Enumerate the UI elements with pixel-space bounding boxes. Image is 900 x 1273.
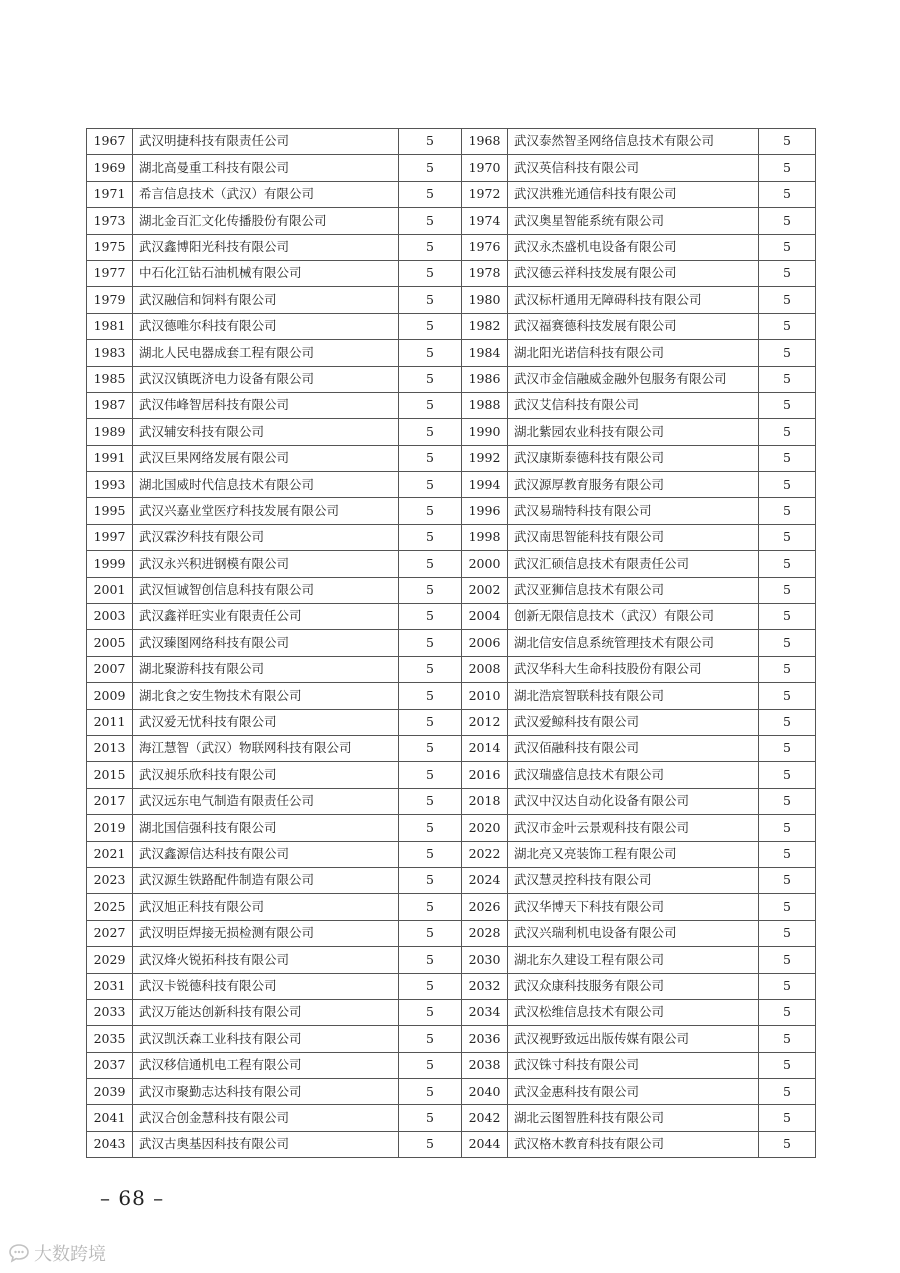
left-score-cell: 5 — [399, 709, 462, 735]
right-score-cell: 5 — [759, 999, 816, 1025]
left-number-cell: 1997 — [87, 524, 133, 550]
left-company-name-cell: 武汉汉镇既济电力设备有限公司 — [133, 366, 399, 392]
left-company-name-cell: 武汉爱无忧科技有限公司 — [133, 709, 399, 735]
right-score-cell: 5 — [759, 155, 816, 181]
right-score-cell: 5 — [759, 1079, 816, 1105]
left-number-cell: 1999 — [87, 551, 133, 577]
left-company-name-cell: 湖北人民电器成套工程有限公司 — [133, 340, 399, 366]
left-company-name-cell: 湖北食之安生物技术有限公司 — [133, 683, 399, 709]
right-company-name-cell: 湖北紫园农业科技有限公司 — [508, 419, 759, 445]
left-score-cell: 5 — [399, 551, 462, 577]
right-number-cell: 1996 — [462, 498, 508, 524]
left-company-name-cell: 湖北高曼重工科技有限公司 — [133, 155, 399, 181]
right-number-cell: 2038 — [462, 1052, 508, 1078]
left-company-name-cell: 武汉古奥基因科技有限公司 — [133, 1131, 399, 1157]
right-number-cell: 2010 — [462, 683, 508, 709]
left-score-cell: 5 — [399, 841, 462, 867]
left-number-cell: 1987 — [87, 392, 133, 418]
right-score-cell: 5 — [759, 1026, 816, 1052]
right-score-cell: 5 — [759, 498, 816, 524]
left-number-cell: 2017 — [87, 788, 133, 814]
left-company-name-cell: 武汉昶乐欣科技有限公司 — [133, 762, 399, 788]
right-company-name-cell: 武汉铢寸科技有限公司 — [508, 1052, 759, 1078]
left-company-name-cell: 武汉德唯尔科技有限公司 — [133, 313, 399, 339]
right-number-cell: 2034 — [462, 999, 508, 1025]
right-score-cell: 5 — [759, 208, 816, 234]
left-number-cell: 2013 — [87, 735, 133, 761]
right-number-cell: 1974 — [462, 208, 508, 234]
right-score-cell: 5 — [759, 709, 816, 735]
left-company-name-cell: 武汉明捷科技有限责任公司 — [133, 129, 399, 155]
table-row — [87, 392, 816, 418]
table-row — [87, 973, 816, 999]
left-number-cell: 1981 — [87, 313, 133, 339]
table-row — [87, 604, 816, 630]
left-score-cell: 5 — [399, 1131, 462, 1157]
left-number-cell: 2031 — [87, 973, 133, 999]
right-number-cell: 2030 — [462, 947, 508, 973]
table-row — [87, 815, 816, 841]
right-number-cell: 2012 — [462, 709, 508, 735]
right-company-name-cell: 武汉松维信息技术有限公司 — [508, 999, 759, 1025]
right-number-cell: 2024 — [462, 867, 508, 893]
right-company-name-cell: 湖北东久建设工程有限公司 — [508, 947, 759, 973]
right-company-name-cell: 武汉中汉达自动化设备有限公司 — [508, 788, 759, 814]
right-score-cell: 5 — [759, 313, 816, 339]
left-score-cell: 5 — [399, 947, 462, 973]
right-number-cell: 2004 — [462, 604, 508, 630]
left-number-cell: 1983 — [87, 340, 133, 366]
right-number-cell: 2026 — [462, 894, 508, 920]
right-number-cell: 1972 — [462, 181, 508, 207]
table-row — [87, 656, 816, 682]
table-body — [87, 129, 816, 1158]
right-number-cell: 1988 — [462, 392, 508, 418]
right-number-cell: 2000 — [462, 551, 508, 577]
left-score-cell: 5 — [399, 472, 462, 498]
left-score-cell: 5 — [399, 735, 462, 761]
right-company-name-cell: 武汉瑞盛信息技术有限公司 — [508, 762, 759, 788]
table-row — [87, 155, 816, 181]
right-number-cell: 1986 — [462, 366, 508, 392]
left-number-cell: 1975 — [87, 234, 133, 260]
right-score-cell: 5 — [759, 551, 816, 577]
right-score-cell: 5 — [759, 973, 816, 999]
right-score-cell: 5 — [759, 1131, 816, 1157]
left-number-cell: 1985 — [87, 366, 133, 392]
company-list-table — [86, 128, 816, 1158]
left-score-cell: 5 — [399, 920, 462, 946]
right-company-name-cell: 武汉兴瑞利机电设备有限公司 — [508, 920, 759, 946]
right-score-cell: 5 — [759, 762, 816, 788]
left-score-cell: 5 — [399, 129, 462, 155]
right-company-name-cell: 武汉视野致远出版传媒有限公司 — [508, 1026, 759, 1052]
left-company-name-cell: 湖北金百汇文化传播股份有限公司 — [133, 208, 399, 234]
left-number-cell: 2005 — [87, 630, 133, 656]
left-score-cell: 5 — [399, 366, 462, 392]
right-company-name-cell: 武汉源厚教育服务有限公司 — [508, 472, 759, 498]
left-company-name-cell: 希言信息技术（武汉）有限公司 — [133, 181, 399, 207]
table-row — [87, 1052, 816, 1078]
right-score-cell: 5 — [759, 445, 816, 471]
right-company-name-cell: 武汉市金信融威金融外包服务有限公司 — [508, 366, 759, 392]
left-number-cell: 2023 — [87, 867, 133, 893]
table-row — [87, 260, 816, 286]
right-company-name-cell: 武汉艾信科技有限公司 — [508, 392, 759, 418]
right-company-name-cell: 武汉格木教育科技有限公司 — [508, 1131, 759, 1157]
right-company-name-cell: 武汉永杰盛机电设备有限公司 — [508, 234, 759, 260]
left-score-cell: 5 — [399, 999, 462, 1025]
left-score-cell: 5 — [399, 445, 462, 471]
right-score-cell: 5 — [759, 524, 816, 550]
left-number-cell: 2039 — [87, 1079, 133, 1105]
left-number-cell: 2029 — [87, 947, 133, 973]
left-score-cell: 5 — [399, 1026, 462, 1052]
right-company-name-cell: 武汉华博天下科技有限公司 — [508, 894, 759, 920]
left-score-cell: 5 — [399, 287, 462, 313]
left-number-cell: 2025 — [87, 894, 133, 920]
right-number-cell: 1970 — [462, 155, 508, 181]
right-company-name-cell: 武汉泰然智圣网络信息技术有限公司 — [508, 129, 759, 155]
right-score-cell: 5 — [759, 735, 816, 761]
left-company-name-cell: 海江慧智（武汉）物联网科技有限公司 — [133, 735, 399, 761]
left-score-cell: 5 — [399, 1079, 462, 1105]
right-score-cell: 5 — [759, 366, 816, 392]
left-company-name-cell: 武汉烽火锐拓科技有限公司 — [133, 947, 399, 973]
left-number-cell: 2021 — [87, 841, 133, 867]
left-company-name-cell: 武汉万能达创新科技有限公司 — [133, 999, 399, 1025]
right-number-cell: 2018 — [462, 788, 508, 814]
left-score-cell: 5 — [399, 762, 462, 788]
left-company-name-cell: 武汉移信通机电工程有限公司 — [133, 1052, 399, 1078]
right-score-cell: 5 — [759, 234, 816, 260]
right-score-cell: 5 — [759, 1105, 816, 1131]
right-company-name-cell: 武汉福赛德科技发展有限公司 — [508, 313, 759, 339]
left-number-cell: 2041 — [87, 1105, 133, 1131]
left-score-cell: 5 — [399, 867, 462, 893]
chat-bubble-icon — [8, 1243, 30, 1263]
table-row — [87, 181, 816, 207]
left-company-name-cell: 武汉合创金慧科技有限公司 — [133, 1105, 399, 1131]
right-score-cell: 5 — [759, 894, 816, 920]
table-row — [87, 551, 816, 577]
right-company-name-cell: 湖北亮又亮装饰工程有限公司 — [508, 841, 759, 867]
left-number-cell: 2003 — [87, 604, 133, 630]
right-number-cell: 2002 — [462, 577, 508, 603]
table-row — [87, 366, 816, 392]
table-row — [87, 630, 816, 656]
left-company-name-cell: 武汉霖汐科技有限公司 — [133, 524, 399, 550]
right-number-cell: 1994 — [462, 472, 508, 498]
right-score-cell: 5 — [759, 656, 816, 682]
left-company-name-cell: 武汉鑫祥旺实业有限责任公司 — [133, 604, 399, 630]
left-number-cell: 2011 — [87, 709, 133, 735]
right-number-cell: 1978 — [462, 260, 508, 286]
right-company-name-cell: 湖北浩宸智联科技有限公司 — [508, 683, 759, 709]
right-company-name-cell: 武汉爱鲸科技有限公司 — [508, 709, 759, 735]
left-number-cell: 1991 — [87, 445, 133, 471]
table-row — [87, 419, 816, 445]
right-company-name-cell: 创新无限信息技术（武汉）有限公司 — [508, 604, 759, 630]
right-company-name-cell: 湖北云图智胜科技有限公司 — [508, 1105, 759, 1131]
right-score-cell: 5 — [759, 604, 816, 630]
left-company-name-cell: 武汉明臣焊接无损检测有限公司 — [133, 920, 399, 946]
table-row — [87, 287, 816, 313]
left-number-cell: 2009 — [87, 683, 133, 709]
left-score-cell: 5 — [399, 498, 462, 524]
left-score-cell: 5 — [399, 313, 462, 339]
table-row — [87, 1105, 816, 1131]
left-number-cell: 2043 — [87, 1131, 133, 1157]
table-row — [87, 920, 816, 946]
right-company-name-cell: 武汉市金叶云景观科技有限公司 — [508, 815, 759, 841]
right-number-cell: 1980 — [462, 287, 508, 313]
left-company-name-cell: 武汉兴嘉业堂医疗科技发展有限公司 — [133, 498, 399, 524]
right-score-cell: 5 — [759, 340, 816, 366]
left-company-name-cell: 武汉巨果网络发展有限公司 — [133, 445, 399, 471]
right-number-cell: 1984 — [462, 340, 508, 366]
right-number-cell: 1998 — [462, 524, 508, 550]
right-company-name-cell: 武汉亚狮信息技术有限公司 — [508, 577, 759, 603]
right-number-cell: 1968 — [462, 129, 508, 155]
right-company-name-cell: 武汉洪雅光通信科技有限公司 — [508, 181, 759, 207]
left-score-cell: 5 — [399, 894, 462, 920]
watermark — [8, 1240, 106, 1266]
table-row — [87, 788, 816, 814]
left-company-name-cell: 武汉市聚勤志达科技有限公司 — [133, 1079, 399, 1105]
table-row — [87, 524, 816, 550]
right-number-cell: 2044 — [462, 1131, 508, 1157]
table-row — [87, 1079, 816, 1105]
right-number-cell: 2022 — [462, 841, 508, 867]
left-company-name-cell: 湖北聚游科技有限公司 — [133, 656, 399, 682]
right-number-cell: 2016 — [462, 762, 508, 788]
right-company-name-cell: 湖北信安信息系统管理技术有限公司 — [508, 630, 759, 656]
right-score-cell: 5 — [759, 260, 816, 286]
right-number-cell: 2042 — [462, 1105, 508, 1131]
left-number-cell: 1967 — [87, 129, 133, 155]
table-row — [87, 208, 816, 234]
right-score-cell: 5 — [759, 1052, 816, 1078]
right-number-cell: 2020 — [462, 815, 508, 841]
left-company-name-cell: 武汉恒诚智创信息科技有限公司 — [133, 577, 399, 603]
right-score-cell: 5 — [759, 287, 816, 313]
table-row — [87, 841, 816, 867]
table-row — [87, 999, 816, 1025]
right-score-cell: 5 — [759, 841, 816, 867]
table-row — [87, 894, 816, 920]
left-company-name-cell: 武汉伟峰智居科技有限公司 — [133, 392, 399, 418]
left-score-cell: 5 — [399, 181, 462, 207]
left-score-cell: 5 — [399, 577, 462, 603]
left-score-cell: 5 — [399, 656, 462, 682]
right-company-name-cell: 武汉慧灵控科技有限公司 — [508, 867, 759, 893]
left-company-name-cell: 武汉旭正科技有限公司 — [133, 894, 399, 920]
left-score-cell: 5 — [399, 234, 462, 260]
left-company-name-cell: 武汉融信和饲料有限公司 — [133, 287, 399, 313]
right-company-name-cell: 武汉德云祥科技发展有限公司 — [508, 260, 759, 286]
left-number-cell: 2035 — [87, 1026, 133, 1052]
table-row — [87, 445, 816, 471]
left-company-name-cell: 武汉永兴积进钢模有限公司 — [133, 551, 399, 577]
table-row — [87, 472, 816, 498]
table-row — [87, 683, 816, 709]
left-company-name-cell: 武汉源生铁路配件制造有限公司 — [133, 867, 399, 893]
right-number-cell: 1976 — [462, 234, 508, 260]
right-number-cell: 1990 — [462, 419, 508, 445]
left-company-name-cell: 武汉辅安科技有限公司 — [133, 419, 399, 445]
left-company-name-cell: 武汉凯沃森工业科技有限公司 — [133, 1026, 399, 1052]
table-row — [87, 340, 816, 366]
table-row — [87, 735, 816, 761]
right-company-name-cell: 武汉金惠科技有限公司 — [508, 1079, 759, 1105]
right-number-cell: 2032 — [462, 973, 508, 999]
left-number-cell: 2033 — [87, 999, 133, 1025]
left-company-name-cell: 湖北国信强科技有限公司 — [133, 815, 399, 841]
right-score-cell: 5 — [759, 630, 816, 656]
right-score-cell: 5 — [759, 683, 816, 709]
left-score-cell: 5 — [399, 155, 462, 181]
watermark-text: 大数跨境 — [34, 1244, 106, 1265]
right-company-name-cell: 武汉南思智能科技有限公司 — [508, 524, 759, 550]
left-company-name-cell: 武汉卡锐德科技有限公司 — [133, 973, 399, 999]
right-company-name-cell: 湖北阳光诺信科技有限公司 — [508, 340, 759, 366]
left-number-cell: 1995 — [87, 498, 133, 524]
left-score-cell: 5 — [399, 973, 462, 999]
table-row — [87, 1131, 816, 1157]
table-row — [87, 313, 816, 339]
right-company-name-cell: 武汉众康科技服务有限公司 — [508, 973, 759, 999]
left-number-cell: 1973 — [87, 208, 133, 234]
left-score-cell: 5 — [399, 683, 462, 709]
right-company-name-cell: 武汉英信科技有限公司 — [508, 155, 759, 181]
left-number-cell: 2001 — [87, 577, 133, 603]
right-company-name-cell: 武汉康斯泰德科技有限公司 — [508, 445, 759, 471]
left-number-cell: 2019 — [87, 815, 133, 841]
left-number-cell: 2027 — [87, 920, 133, 946]
table-row — [87, 129, 816, 155]
table-row — [87, 762, 816, 788]
left-company-name-cell: 武汉远东电气制造有限责任公司 — [133, 788, 399, 814]
left-number-cell: 1993 — [87, 472, 133, 498]
right-number-cell: 2040 — [462, 1079, 508, 1105]
right-score-cell: 5 — [759, 392, 816, 418]
right-company-name-cell: 武汉佰融科技有限公司 — [508, 735, 759, 761]
table-row — [87, 234, 816, 260]
table-row — [87, 947, 816, 973]
table-row — [87, 709, 816, 735]
right-company-name-cell: 武汉奥星智能系统有限公司 — [508, 208, 759, 234]
left-number-cell: 2015 — [87, 762, 133, 788]
left-number-cell: 1977 — [87, 260, 133, 286]
right-score-cell: 5 — [759, 867, 816, 893]
left-score-cell: 5 — [399, 788, 462, 814]
right-number-cell: 2008 — [462, 656, 508, 682]
left-number-cell: 1971 — [87, 181, 133, 207]
table-row — [87, 867, 816, 893]
left-company-name-cell: 武汉臻图网络科技有限公司 — [133, 630, 399, 656]
right-company-name-cell: 武汉易瑞特科技有限公司 — [508, 498, 759, 524]
left-score-cell: 5 — [399, 208, 462, 234]
table-row — [87, 1026, 816, 1052]
left-score-cell: 5 — [399, 1105, 462, 1131]
right-score-cell: 5 — [759, 472, 816, 498]
left-score-cell: 5 — [399, 419, 462, 445]
left-score-cell: 5 — [399, 1052, 462, 1078]
left-number-cell: 1989 — [87, 419, 133, 445]
right-number-cell: 1992 — [462, 445, 508, 471]
right-number-cell: 2006 — [462, 630, 508, 656]
right-company-name-cell: 武汉华科大生命科技股份有限公司 — [508, 656, 759, 682]
right-score-cell: 5 — [759, 419, 816, 445]
left-score-cell: 5 — [399, 630, 462, 656]
right-number-cell: 2028 — [462, 920, 508, 946]
left-number-cell: 1969 — [87, 155, 133, 181]
right-company-name-cell: 武汉标杆通用无障碍科技有限公司 — [508, 287, 759, 313]
right-score-cell: 5 — [759, 947, 816, 973]
right-score-cell: 5 — [759, 129, 816, 155]
left-number-cell: 1979 — [87, 287, 133, 313]
left-score-cell: 5 — [399, 392, 462, 418]
left-score-cell: 5 — [399, 340, 462, 366]
left-number-cell: 2007 — [87, 656, 133, 682]
left-score-cell: 5 — [399, 260, 462, 286]
right-number-cell: 2014 — [462, 735, 508, 761]
right-score-cell: 5 — [759, 815, 816, 841]
right-number-cell: 2036 — [462, 1026, 508, 1052]
left-company-name-cell: 武汉鑫源信达科技有限公司 — [133, 841, 399, 867]
left-score-cell: 5 — [399, 815, 462, 841]
left-number-cell: 2037 — [87, 1052, 133, 1078]
left-score-cell: 5 — [399, 524, 462, 550]
left-company-name-cell: 中石化江钻石油机械有限公司 — [133, 260, 399, 286]
right-score-cell: 5 — [759, 577, 816, 603]
left-score-cell: 5 — [399, 604, 462, 630]
right-score-cell: 5 — [759, 181, 816, 207]
right-score-cell: 5 — [759, 788, 816, 814]
right-score-cell: 5 — [759, 920, 816, 946]
left-company-name-cell: 武汉鑫博阳光科技有限公司 — [133, 234, 399, 260]
table-row — [87, 577, 816, 603]
page-number: – 68 – — [100, 1186, 165, 1210]
left-company-name-cell: 湖北国威时代信息技术有限公司 — [133, 472, 399, 498]
right-number-cell: 1982 — [462, 313, 508, 339]
table-row — [87, 498, 816, 524]
right-company-name-cell: 武汉汇硕信息技术有限责任公司 — [508, 551, 759, 577]
